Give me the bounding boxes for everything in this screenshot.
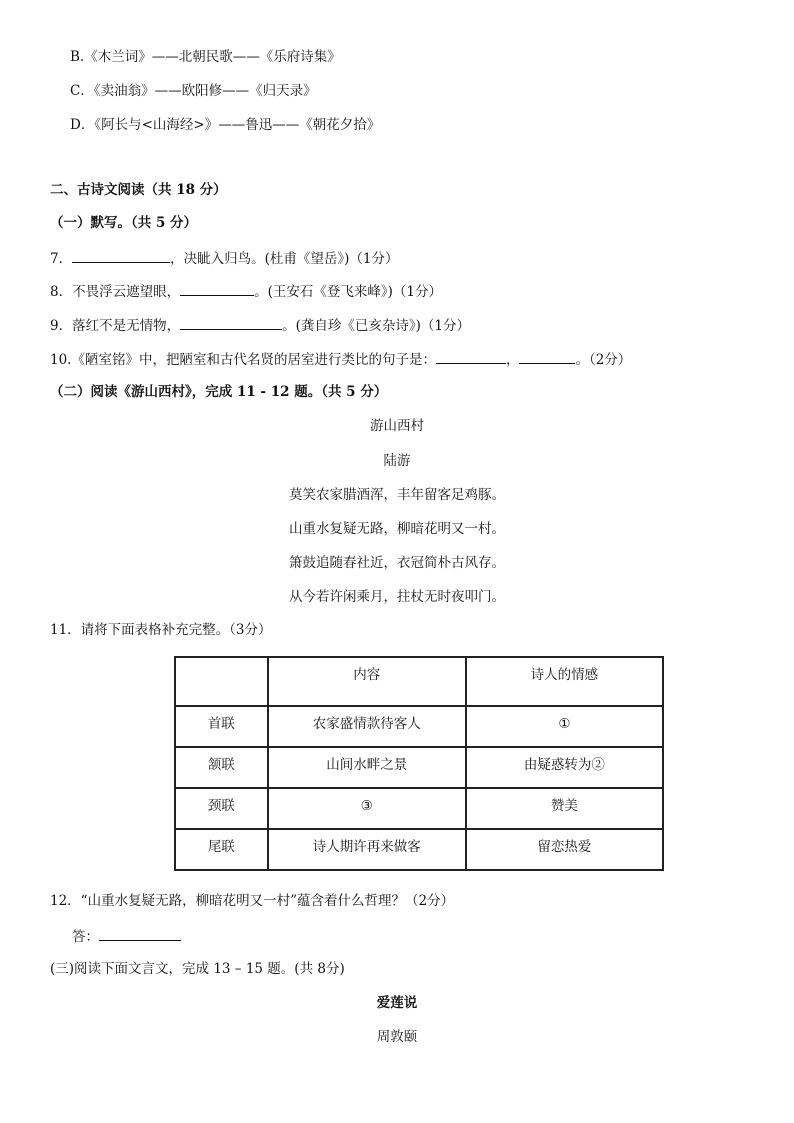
part2-title: （二）阅读《游山西村》，完成 11 - 12 题。（共 5 分）: [50, 384, 388, 400]
answer-blank[interactable]: [519, 349, 575, 364]
table-row: [175, 706, 663, 747]
question-10: 10.《陋室铭》中，把陋室和古代名贤的居室进行类比的句子是： ， 。（2分）: [50, 349, 631, 370]
poem-line: 山重水复疑无路，柳暗花明又一村。: [289, 521, 505, 537]
part1-title: （一）默写。（共 5 分）: [50, 215, 198, 231]
answer-blank[interactable]: [72, 248, 170, 263]
table-cell: 颔联: [175, 747, 268, 788]
table-cell: 赞美: [466, 788, 663, 829]
question-9: 9．落红不是无情物， 。(龚自珍《已亥杂诗》)（1分）: [50, 315, 470, 336]
poem-line: 莫笑农家腊酒浑，丰年留客足鸡豚。: [289, 487, 505, 503]
answer-blank[interactable]: [436, 349, 506, 364]
table-cell: 农家盛情款待客人: [268, 706, 466, 747]
table-cell[interactable]: 由疑惑转为②: [466, 747, 663, 788]
table-cell: 留恋热爱: [466, 829, 663, 870]
question-12: 12．“山重水复疑无路，柳暗花明又一村”蕴含着什么哲理？（2分）: [50, 893, 455, 909]
table-header: [175, 657, 268, 706]
essay-title: 爱莲说: [376, 995, 418, 1011]
option-d: D．《阿长与<山海经>》——鲁迅——《朝花夕拾》: [70, 117, 381, 133]
essay-author: 周敦颐: [376, 1029, 418, 1045]
question-11: 11．请将下面表格补充完整。（3分）: [50, 622, 272, 638]
poem-title: 游山西村: [370, 418, 424, 434]
table-cell: 首联: [175, 706, 268, 747]
fill-in-table: [174, 656, 664, 871]
table-cell: 山间水畔之景: [268, 747, 466, 788]
answer-blank[interactable]: [99, 926, 181, 941]
poem-line: 从今若许闲乘月，拄杖无时夜叩门。: [289, 589, 505, 605]
table-cell[interactable]: ③: [268, 788, 466, 829]
section-title: 二、古诗文阅读（共 18 分）: [50, 182, 227, 198]
answer-blank[interactable]: [180, 315, 282, 330]
table-row: [175, 788, 663, 829]
part3-title: (三)阅读下面文言文，完成 13 – 15 题。(共 8分): [50, 961, 345, 977]
table-header: 内容: [268, 657, 466, 706]
question-7: 7． ，决眦入归鸟。(杜甫《望岳》)（1分）: [50, 248, 398, 269]
table-cell: 尾联: [175, 829, 268, 870]
answer-blank[interactable]: [180, 281, 254, 296]
table-cell[interactable]: ①: [466, 706, 663, 747]
table-row: [175, 829, 663, 870]
table-row: [175, 747, 663, 788]
poem-author: 陆游: [383, 453, 411, 469]
table-header: 诗人的情感: [466, 657, 663, 706]
option-b: B.《木兰词》——北朝民歌——《乐府诗集》: [70, 49, 341, 65]
answer-line: [72, 926, 181, 947]
table-cell: 诗人期许再来做客: [268, 829, 466, 870]
table-header-row: [175, 657, 663, 706]
question-8: 8．不畏浮云遮望眼， 。(王安石《登飞来峰》)（1分）: [50, 281, 442, 302]
answer-label: 答：: [72, 929, 99, 945]
poem-line: 箫鼓追随春社近，衣冠简朴古风存。: [289, 555, 505, 571]
table-cell: 颈联: [175, 788, 268, 829]
option-c: C．《卖油翁》——欧阳修——《归天录》: [70, 83, 317, 99]
